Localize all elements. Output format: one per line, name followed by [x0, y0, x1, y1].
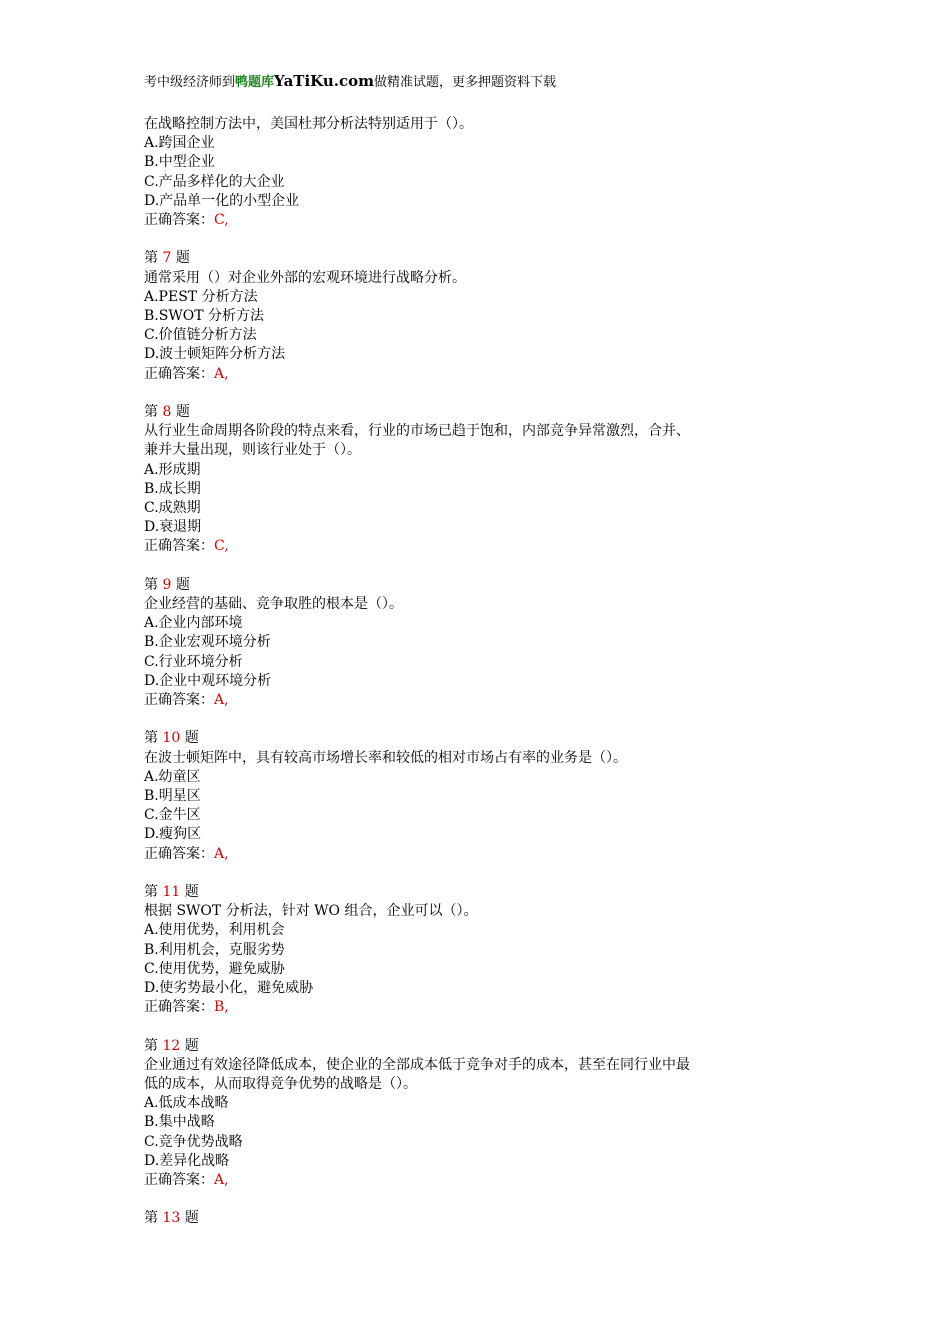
question-stem: 企业经营的基础、竞争取胜的根本是（）。	[144, 596, 403, 613]
answer-label: 正确答案：	[144, 538, 214, 555]
header-prefix: 考中级经济师到	[144, 75, 236, 90]
question-word: 第	[144, 884, 158, 901]
answer-line	[144, 537, 824, 556]
question-heading	[144, 576, 824, 595]
answer-value: C,	[214, 538, 229, 555]
header-suffix: 做精准试题，更多押题资料下载	[374, 75, 557, 90]
question-word: 题	[184, 884, 199, 901]
question-word: 第	[144, 404, 158, 421]
option-item: A.跨国企业	[144, 135, 215, 152]
question-word: 第	[144, 576, 158, 593]
question-word: 第	[144, 250, 158, 267]
option-item: C.竞争优势战略	[144, 1133, 243, 1150]
option-item: A.使用优势，利用机会	[144, 922, 285, 939]
option-item: D.产品单一化的小型企业	[144, 192, 300, 209]
question-block	[144, 1037, 824, 1191]
question-block	[144, 249, 824, 383]
question-word: 题	[184, 730, 199, 747]
question-block	[144, 883, 824, 1017]
answer-value: B,	[214, 999, 229, 1016]
option-item: A.低成本战略	[144, 1095, 229, 1112]
option-item: D.波士顿矩阵分析方法	[144, 346, 286, 363]
option-item: A.形成期	[144, 461, 201, 478]
option-item: C.成熟期	[144, 500, 201, 517]
question-stem: 根据 SWOT 分析法，针对 WO 组合，企业可以（）。	[144, 903, 478, 920]
option-item: B.企业宏观环境分析	[144, 634, 271, 651]
question-word: 题	[175, 250, 190, 267]
answer-value: A,	[214, 365, 229, 382]
question-word: 题	[184, 1210, 199, 1227]
answer-label: 正确答案：	[144, 365, 214, 382]
answer-label: 正确答案：	[144, 692, 214, 709]
question-heading	[144, 1037, 824, 1056]
option-item: A.PEST 分析方法	[144, 288, 258, 305]
question-number: 9	[162, 576, 172, 593]
option-item: D.衰退期	[144, 519, 202, 536]
question-number: 13	[162, 1210, 181, 1227]
question-heading	[144, 249, 824, 268]
question-word: 第	[144, 730, 158, 747]
option-item: D.使劣势最小化，避免威胁	[144, 980, 314, 997]
answer-line	[144, 365, 824, 384]
question-stem: 从行业生命周期各阶段的特点来看，行业的市场已趋于饱和，内部竞争异常激烈，合并、	[144, 423, 690, 440]
question-block	[144, 1209, 824, 1228]
question-stem: 企业通过有效途径降低成本，使企业的全部成本低于竞争对手的成本，甚至在同行业中最	[144, 1056, 690, 1073]
option-item: B.明星区	[144, 788, 201, 805]
question-stem: 在波士顿矩阵中，具有较高市场增长率和较低的相对市场占有率的业务是（）。	[144, 749, 627, 766]
question-stem: 低的成本，从而取得竞争优势的战略是（）。	[144, 1076, 417, 1093]
question-word: 第	[144, 1210, 158, 1227]
question-word: 题	[184, 1037, 199, 1054]
question-block	[144, 729, 824, 863]
answer-value: A,	[214, 1172, 229, 1189]
question-number: 12	[162, 1037, 181, 1054]
question-heading	[144, 883, 824, 902]
option-item: D.差异化战略	[144, 1152, 230, 1169]
answer-value: A,	[214, 845, 229, 862]
option-item: C.产品多样化的大企业	[144, 173, 285, 190]
answer-line	[144, 998, 824, 1017]
answer-line	[144, 691, 824, 710]
answer-label: 正确答案：	[144, 845, 214, 862]
option-item: D.瘦狗区	[144, 826, 202, 843]
option-item: C.行业环境分析	[144, 653, 243, 670]
question-block	[144, 576, 824, 710]
option-item: A.幼童区	[144, 768, 201, 785]
answer-line	[144, 845, 824, 864]
answer-label: 正确答案：	[144, 212, 214, 229]
question-block	[144, 403, 824, 557]
question-stem: 兼并大量出现，则该行业处于（）。	[144, 442, 361, 459]
option-item: B.SWOT 分析方法	[144, 308, 264, 325]
answer-label: 正确答案：	[144, 999, 214, 1016]
option-item: C.金牛区	[144, 807, 201, 824]
option-item: C.价值链分析方法	[144, 327, 257, 344]
answer-value: C,	[214, 212, 229, 229]
answer-line	[144, 1171, 824, 1190]
option-item: B.中型企业	[144, 154, 215, 171]
option-item: A.企业内部环境	[144, 615, 243, 632]
question-stem: 通常采用（）对企业外部的宏观环境进行战略分析。	[144, 269, 466, 286]
option-item: B.成长期	[144, 480, 201, 497]
answer-label: 正确答案：	[144, 1172, 214, 1189]
answer-line	[144, 211, 824, 230]
question-word: 题	[175, 404, 190, 421]
brand-name: 鸭题库	[235, 75, 275, 90]
question-heading	[144, 1209, 824, 1228]
answer-value: A,	[214, 692, 229, 709]
question-stem: 在战略控制方法中，美国杜邦分析法特别适用于（）。	[144, 116, 473, 132]
question-number: 7	[162, 250, 172, 267]
question-word: 第	[144, 1037, 158, 1054]
question-heading	[144, 729, 824, 748]
question-list	[144, 115, 824, 1248]
question-heading	[144, 403, 824, 422]
question-number: 10	[162, 730, 181, 747]
page-header	[144, 72, 556, 92]
brand-domain: YaTiKu.com	[274, 72, 374, 90]
option-item: B.利用机会，克服劣势	[144, 941, 285, 958]
question-word: 题	[175, 576, 190, 593]
question-number: 11	[162, 884, 181, 901]
option-item: B.集中战略	[144, 1114, 215, 1131]
option-item: D.企业中观环境分析	[144, 672, 272, 689]
question-block	[144, 115, 824, 230]
option-item: C.使用优势，避免威胁	[144, 960, 285, 977]
question-number: 8	[162, 404, 172, 421]
